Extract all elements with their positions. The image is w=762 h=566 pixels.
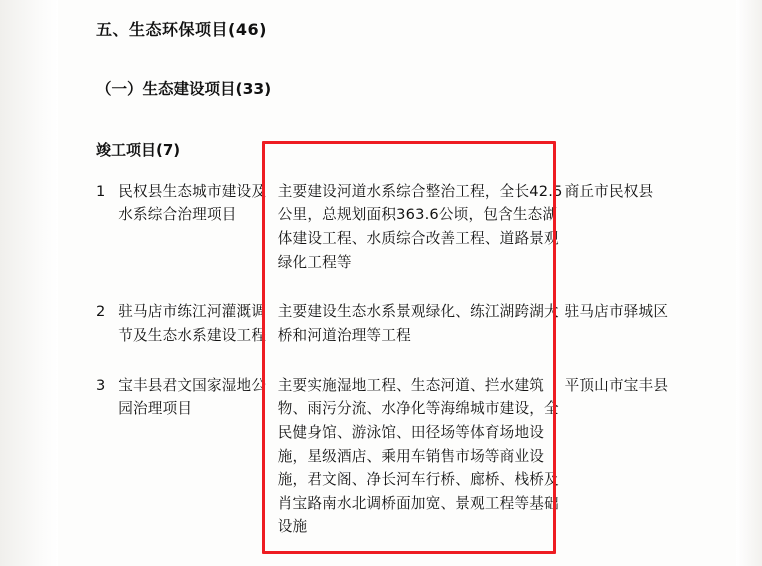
row-location: 平顶山市宝丰县 [564, 376, 669, 394]
row-index: 3 [96, 376, 106, 394]
table-row [96, 180, 706, 301]
table-row [96, 300, 706, 373]
row-project-name: 宝丰县君文国家湿地公园治理项目 [118, 376, 267, 418]
row-location: 驻马店市驿城区 [564, 303, 669, 321]
group-heading: 竣工项目(7) [96, 141, 181, 160]
row-index: 2 [96, 303, 106, 321]
row-description: 主要建设河道水系综合整治工程，全长42.5公里，总规划面积363.6公顷，包含生态湖体建设工程、水质综合改善工程、道路景观绿化工程等 [277, 182, 563, 271]
row-index: 1 [96, 182, 106, 200]
subsection-heading: （一）生态建设项目(33) [96, 80, 272, 98]
row-description: 主要建设生态水系景观绿化、练江湖跨湖大桥和河道治理等工程 [277, 303, 559, 344]
section-heading: 五、生态环保项目(46) [96, 20, 267, 39]
row-project-name: 驻马店市练江河灌溉调节及生态水系建设工程 [118, 303, 267, 344]
document-body [96, 8, 736, 565]
project-table [96, 180, 706, 565]
page-edge-shadow [736, 0, 762, 566]
table-row [96, 374, 706, 565]
row-location: 商丘市民权县 [564, 182, 654, 200]
row-description: 主要实施湿地工程、生态河道、拦水建筑物、雨污分流、水净化等海绵城市建设，全民健身馆、游泳馆、田径场等体育场地设施，星级酒店、乘用车销售市场等商业设施，君文阁、净长河车行桥、廊桥、栈桥及肖宝路南水北调桥面加宽、景观工程等基础设施 [277, 376, 559, 536]
row-project-name: 民权县生态城市建设及水系综合治理项目 [118, 182, 267, 224]
